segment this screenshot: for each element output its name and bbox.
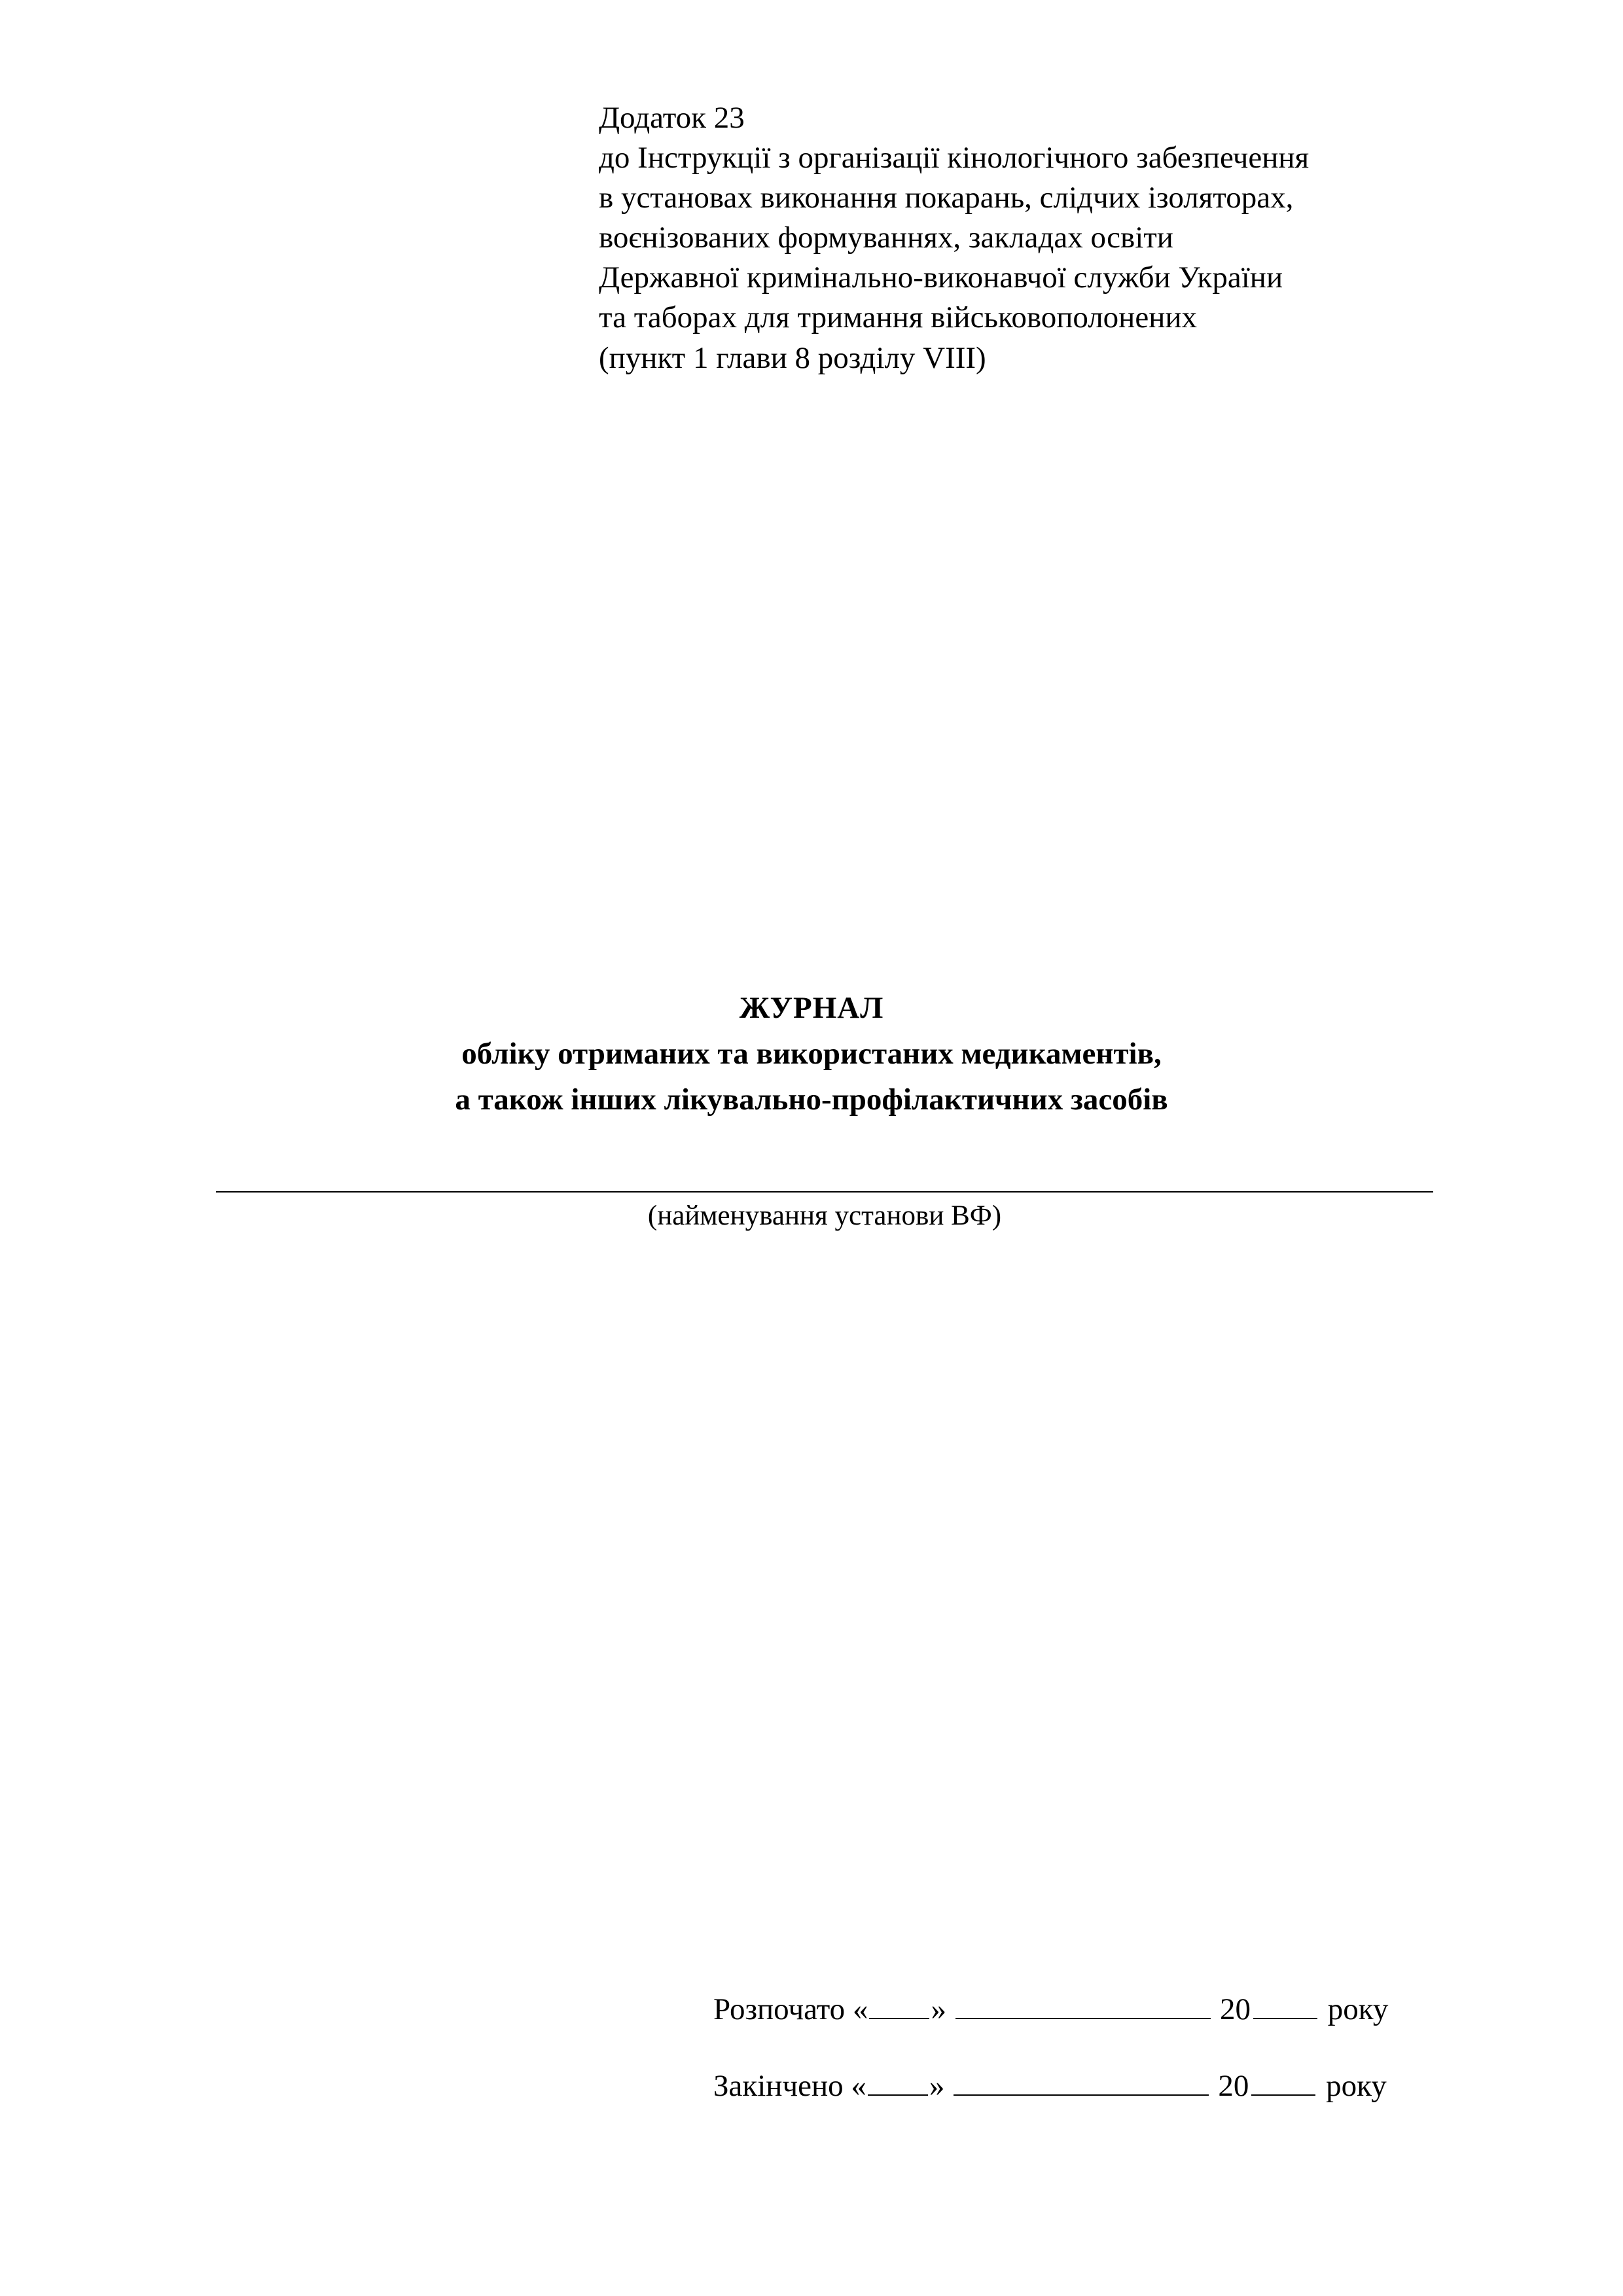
start-day-blank [869,2018,929,2019]
end-quote-close: » [929,2069,945,2104]
appendix-line-7: (пункт 1 глави 8 розділу VIII) [599,340,986,375]
start-date-row [713,1990,1499,2030]
institution-name-rule [216,1191,1433,1193]
page-subtitle-line-2: а також інших лікувально-профілактичних засобів [455,1083,1168,1117]
appendix-line-5: Державної кримінально-виконавчої служби України [599,260,1283,295]
start-year-blank [1253,2018,1317,2019]
start-year-suffix: року [1327,1992,1389,2026]
end-day-blank [868,2094,928,2096]
appendix-line-1: Додаток 23 [599,101,745,135]
document-title-block [0,988,1623,1120]
start-year-prefix: 20 [1219,1992,1251,2026]
appendix-line-6: та таборах для тримання військовополонених [599,300,1197,335]
page-title: ЖУРНАЛ [739,991,884,1025]
page-subtitle-line-1: обліку отриманих та використаних медикаментів, [461,1037,1162,1071]
start-quote-open: « [852,1992,868,2026]
institution-name-field [216,1191,1433,1233]
start-quote-close: » [931,1992,946,2026]
end-year-blank [1251,2094,1315,2096]
end-month-blank [954,2094,1209,2096]
end-quote-open: « [851,2069,866,2104]
end-year-suffix: року [1326,2069,1387,2104]
start-month-blank [955,2018,1211,2019]
institution-name-caption: (найменування установи ВФ) [647,1200,1002,1231]
appendix-reference-block [599,98,1476,378]
appendix-line-4: воєнізованих формуваннях, закладах освіти [599,221,1173,255]
dates-block [713,1990,1499,2143]
appendix-line-3: в установах виконання покарань, слідчих ізоляторах, [599,181,1294,215]
start-date-label: Розпочато [713,1992,846,2026]
end-date-label: Закінчено [713,2069,844,2104]
appendix-line-2: до Інструкції з організації кінологічного забезпечення [599,141,1310,175]
end-year-prefix: 20 [1218,2069,1249,2104]
end-date-row [713,2066,1499,2106]
